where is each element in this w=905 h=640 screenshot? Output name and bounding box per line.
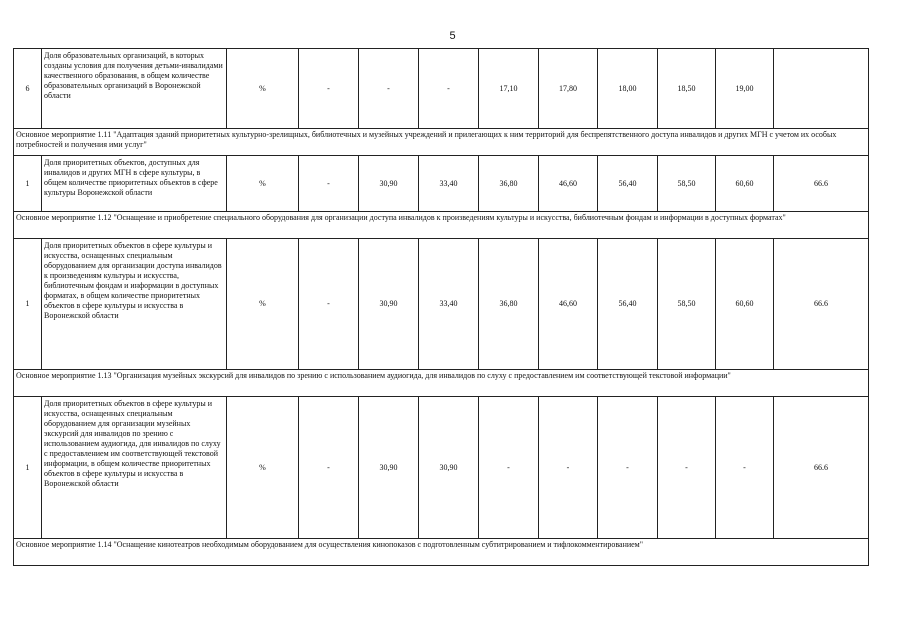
- row-number: 1: [14, 397, 42, 539]
- section-row: [14, 212, 869, 239]
- value-cell: 60,60: [716, 239, 774, 370]
- value-cell: 18,00: [598, 49, 658, 129]
- unit-cell: %: [227, 156, 299, 212]
- value-cell: 33,40: [419, 239, 479, 370]
- value-cell: 58,50: [658, 239, 716, 370]
- value-cell: 46,60: [539, 239, 598, 370]
- value-cell: 36,80: [479, 156, 539, 212]
- unit-cell: %: [227, 397, 299, 539]
- value-cell: 66.6: [774, 156, 869, 212]
- indicator-table: [13, 48, 869, 566]
- indicator-description: Доля приоритетных объектов в сфере культуры и искусства, оснащенных специальным оборудованием для организации музейных экскурсий для инвалидов по зрению с использованием аудиогида, для инвалидов по слуху с предоставлением им соответствующей текстовой информации, в общем количестве приоритетных объектов в сфере культуры и искусства в Воронежской области: [42, 397, 227, 539]
- value-cell: -: [299, 239, 359, 370]
- value-cell: -: [658, 397, 716, 539]
- section-row: [14, 129, 869, 156]
- value-cell: 30,90: [359, 397, 419, 539]
- value-cell: 30,90: [359, 156, 419, 212]
- value-cell: -: [419, 49, 479, 129]
- row-number: 1: [14, 239, 42, 370]
- value-cell: 33,40: [419, 156, 479, 212]
- table-row: [14, 239, 869, 370]
- value-cell: -: [299, 397, 359, 539]
- section-row: [14, 370, 869, 397]
- value-cell: 30,90: [359, 239, 419, 370]
- table-row: [14, 49, 869, 129]
- value-cell: 17,10: [479, 49, 539, 129]
- value-cell: -: [716, 397, 774, 539]
- value-cell: 18,50: [658, 49, 716, 129]
- value-cell: 56,40: [598, 156, 658, 212]
- value-cell: 36,80: [479, 239, 539, 370]
- value-cell: 30,90: [419, 397, 479, 539]
- section-title: Основное мероприятие 1.11 "Адаптация зданий приоритетных культурно-зрелищных, библиотечных и музейных учреждений и прилегающих к ним территорий для беспрепятственного доступа инвалидов и других МГН с учетом их особых потребностей и получения ими услуг": [14, 129, 869, 156]
- value-cell: 46,60: [539, 156, 598, 212]
- value-cell: 17,80: [539, 49, 598, 129]
- row-number: 1: [14, 156, 42, 212]
- value-cell: -: [539, 397, 598, 539]
- value-cell: 56,40: [598, 239, 658, 370]
- section-row: [14, 539, 869, 566]
- unit-cell: %: [227, 239, 299, 370]
- indicator-description: Доля приоритетных объектов, доступных для инвалидов и других МГН в сфере культуры, в общем количестве приоритетных объектов в сфере культуры Воронежской области: [42, 156, 227, 212]
- section-title: Основное мероприятие 1.13 "Организация музейных экскурсий для инвалидов по зрению с использованием аудиогида, для инвалидов по слуху с предоставлением им соответствующей текстовой информации": [14, 370, 869, 397]
- value-cell: 60,60: [716, 156, 774, 212]
- row-number: 6: [14, 49, 42, 129]
- value-cell: -: [299, 156, 359, 212]
- table-row: [14, 156, 869, 212]
- value-cell: 66.6: [774, 397, 869, 539]
- indicator-description: Доля приоритетных объектов в сфере культуры и искусства, оснащенных специальным оборудованием для организации доступа инвалидов к произведениям культуры и искусства, библиотечным фондам и информации в доступных форматах, в общем количестве приоритетных объектов в сфере культуры и искусства в Воронежской области: [42, 239, 227, 370]
- value-cell: 66.6: [774, 239, 869, 370]
- value-cell: -: [479, 397, 539, 539]
- table-row: [14, 397, 869, 539]
- section-title: Основное мероприятие 1.12 "Оснащение и приобретение специального оборудования для организации доступа инвалидов к произведениям культуры и искусства, библиотечным фондам и информации в доступных форматах": [14, 212, 869, 239]
- unit-cell: %: [227, 49, 299, 129]
- value-cell: 58,50: [658, 156, 716, 212]
- table-body: [14, 49, 869, 566]
- value-cell: -: [598, 397, 658, 539]
- page-number: 5: [449, 30, 456, 42]
- indicator-description: Доля образовательных организаций, в которых созданы условия для получения детьми-инвалидами качественного образования, в общем количестве образовательных организаций в Воронежской области: [42, 49, 227, 129]
- value-cell: -: [299, 49, 359, 129]
- section-title: Основное мероприятие 1.14 "Оснащение кинотеатров необходимым оборудованием для осуществления кинопоказов с подготовленным субтитрированием и тифлокомментированием": [14, 539, 869, 566]
- value-cell: 19,00: [716, 49, 774, 129]
- value-cell: -: [359, 49, 419, 129]
- value-cell: [774, 49, 869, 129]
